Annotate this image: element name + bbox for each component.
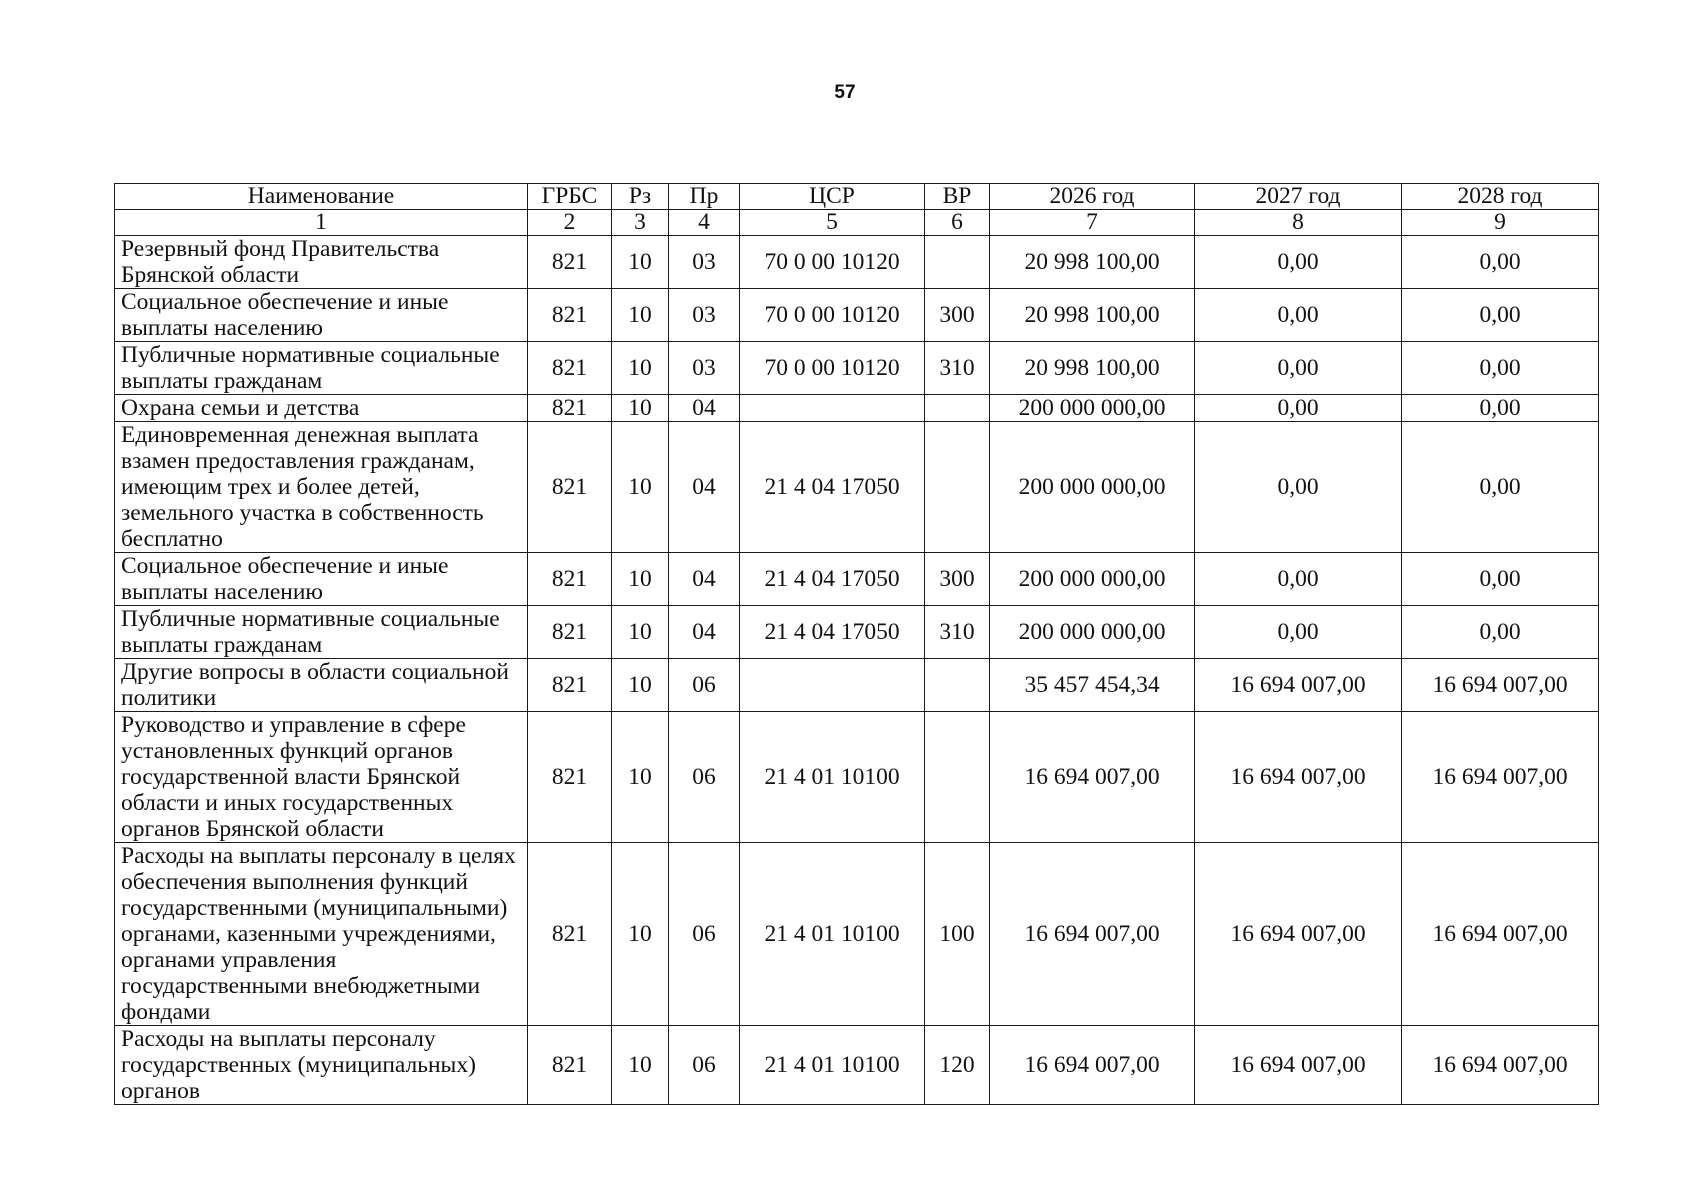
- amount-2027-cell: 0,00: [1195, 553, 1402, 606]
- grbs-cell: 821: [528, 712, 612, 843]
- amount-2028-cell: 0,00: [1402, 606, 1599, 659]
- amount-2026-cell: 200 000 000,00: [990, 395, 1195, 422]
- csr-cell: [740, 395, 925, 422]
- amount-2028-cell: 0,00: [1402, 236, 1599, 289]
- table-row: [115, 289, 1599, 342]
- rz-cell: 10: [612, 395, 669, 422]
- header-cell: Пр: [669, 184, 740, 210]
- amount-2028-cell: 0,00: [1402, 395, 1599, 422]
- amount-2026-cell: 200 000 000,00: [990, 422, 1195, 553]
- vr-cell: 310: [925, 606, 990, 659]
- amount-2027-cell: 0,00: [1195, 236, 1402, 289]
- csr-cell: [740, 659, 925, 712]
- amount-2028-cell: 0,00: [1402, 422, 1599, 553]
- amount-2028-cell: 16 694 007,00: [1402, 659, 1599, 712]
- pr-cell: 03: [669, 342, 740, 395]
- vr-cell: [925, 712, 990, 843]
- rz-cell: 10: [612, 843, 669, 1026]
- amount-2026-cell: 20 998 100,00: [990, 342, 1195, 395]
- vr-cell: [925, 395, 990, 422]
- pr-cell: 06: [669, 659, 740, 712]
- row-name: Социальное обеспечение и иные выплаты населению: [115, 289, 528, 342]
- amount-2028-cell: 0,00: [1402, 553, 1599, 606]
- pr-cell: 06: [669, 712, 740, 843]
- csr-cell: 70 0 00 10120: [740, 289, 925, 342]
- rz-cell: 10: [612, 659, 669, 712]
- table-row: [115, 606, 1599, 659]
- column-number-cell: 5: [740, 210, 925, 236]
- grbs-cell: 821: [528, 1026, 612, 1105]
- rz-cell: 10: [612, 236, 669, 289]
- vr-cell: 120: [925, 1026, 990, 1105]
- header-cell: Рз: [612, 184, 669, 210]
- amount-2027-cell: 16 694 007,00: [1195, 659, 1402, 712]
- table-row: [115, 236, 1599, 289]
- page-number: 57: [834, 82, 856, 103]
- pr-cell: 06: [669, 843, 740, 1026]
- pr-cell: 06: [669, 1026, 740, 1105]
- grbs-cell: 821: [528, 553, 612, 606]
- row-name: Резервный фонд Правительства Брянской области: [115, 236, 528, 289]
- column-number-row: [115, 210, 1599, 236]
- row-name: Другие вопросы в области социальной политики: [115, 659, 528, 712]
- amount-2027-cell: 16 694 007,00: [1195, 1026, 1402, 1105]
- column-number-cell: 1: [115, 210, 528, 236]
- amount-2026-cell: 20 998 100,00: [990, 236, 1195, 289]
- amount-2027-cell: 0,00: [1195, 289, 1402, 342]
- grbs-cell: 821: [528, 843, 612, 1026]
- header-cell: ЦСР: [740, 184, 925, 210]
- grbs-cell: 821: [528, 236, 612, 289]
- row-name: Охрана семьи и детства: [115, 395, 528, 422]
- pr-cell: 04: [669, 422, 740, 553]
- pr-cell: 04: [669, 553, 740, 606]
- column-number-cell: 3: [612, 210, 669, 236]
- grbs-cell: 821: [528, 395, 612, 422]
- csr-cell: 21 4 04 17050: [740, 606, 925, 659]
- csr-cell: 21 4 01 10100: [740, 1026, 925, 1105]
- amount-2028-cell: 16 694 007,00: [1402, 843, 1599, 1026]
- rz-cell: 10: [612, 1026, 669, 1105]
- amount-2027-cell: 0,00: [1195, 395, 1402, 422]
- amount-2026-cell: 200 000 000,00: [990, 606, 1195, 659]
- csr-cell: 21 4 01 10100: [740, 843, 925, 1026]
- vr-cell: 310: [925, 342, 990, 395]
- header-row: [115, 184, 1599, 210]
- rz-cell: 10: [612, 712, 669, 843]
- column-number-cell: 7: [990, 210, 1195, 236]
- csr-cell: 70 0 00 10120: [740, 342, 925, 395]
- table-row: [115, 843, 1599, 1026]
- amount-2027-cell: 16 694 007,00: [1195, 843, 1402, 1026]
- table-row: [115, 712, 1599, 843]
- amount-2027-cell: 0,00: [1195, 606, 1402, 659]
- amount-2028-cell: 16 694 007,00: [1402, 712, 1599, 843]
- vr-cell: [925, 659, 990, 712]
- table-row: [115, 422, 1599, 553]
- row-name: Публичные нормативные социальные выплаты гражданам: [115, 342, 528, 395]
- pr-cell: 03: [669, 236, 740, 289]
- rz-cell: 10: [612, 606, 669, 659]
- vr-cell: [925, 236, 990, 289]
- budget-table: [114, 183, 1599, 1105]
- vr-cell: 100: [925, 843, 990, 1026]
- table-row: [115, 1026, 1599, 1105]
- csr-cell: 70 0 00 10120: [740, 236, 925, 289]
- grbs-cell: 821: [528, 342, 612, 395]
- grbs-cell: 821: [528, 422, 612, 553]
- header-cell: Наименование: [115, 184, 528, 210]
- pr-cell: 04: [669, 395, 740, 422]
- column-number-cell: 9: [1402, 210, 1599, 236]
- column-number-cell: 8: [1195, 210, 1402, 236]
- column-number-cell: 4: [669, 210, 740, 236]
- table-row: [115, 342, 1599, 395]
- rz-cell: 10: [612, 553, 669, 606]
- pr-cell: 04: [669, 606, 740, 659]
- amount-2027-cell: 16 694 007,00: [1195, 712, 1402, 843]
- header-cell: 2027 год: [1195, 184, 1402, 210]
- csr-cell: 21 4 04 17050: [740, 553, 925, 606]
- amount-2026-cell: 35 457 454,34: [990, 659, 1195, 712]
- amount-2026-cell: 16 694 007,00: [990, 1026, 1195, 1105]
- amount-2026-cell: 20 998 100,00: [990, 289, 1195, 342]
- table-row: [115, 553, 1599, 606]
- amount-2028-cell: 0,00: [1402, 289, 1599, 342]
- grbs-cell: 821: [528, 289, 612, 342]
- vr-cell: 300: [925, 289, 990, 342]
- csr-cell: 21 4 01 10100: [740, 712, 925, 843]
- amount-2026-cell: 16 694 007,00: [990, 843, 1195, 1026]
- vr-cell: [925, 422, 990, 553]
- column-number-cell: 2: [528, 210, 612, 236]
- header-cell: ГРБС: [528, 184, 612, 210]
- header-cell: ВР: [925, 184, 990, 210]
- rz-cell: 10: [612, 422, 669, 553]
- amount-2028-cell: 16 694 007,00: [1402, 1026, 1599, 1105]
- rz-cell: 10: [612, 289, 669, 342]
- vr-cell: 300: [925, 553, 990, 606]
- row-name: Социальное обеспечение и иные выплаты населению: [115, 553, 528, 606]
- header-cell: 2026 год: [990, 184, 1195, 210]
- column-number-cell: 6: [925, 210, 990, 236]
- grbs-cell: 821: [528, 606, 612, 659]
- pr-cell: 03: [669, 289, 740, 342]
- amount-2027-cell: 0,00: [1195, 422, 1402, 553]
- table-row: [115, 659, 1599, 712]
- row-name: Руководство и управление в сфере установленных функций органов государственной власти Брянской области и иных государственных органов Брянской области: [115, 712, 528, 843]
- row-name: Публичные нормативные социальные выплаты гражданам: [115, 606, 528, 659]
- amount-2028-cell: 0,00: [1402, 342, 1599, 395]
- amount-2026-cell: 200 000 000,00: [990, 553, 1195, 606]
- row-name: Единовременная денежная выплата взамен предоставления гражданам, имеющим трех и более детей, земельного участка в собственность бесплатно: [115, 422, 528, 553]
- amount-2027-cell: 0,00: [1195, 342, 1402, 395]
- header-cell: 2028 год: [1402, 184, 1599, 210]
- amount-2026-cell: 16 694 007,00: [990, 712, 1195, 843]
- row-name: Расходы на выплаты персоналу в целях обеспечения выполнения функций государственными (муниципальными) органами, казенными учреждениями, органами управления государственными внебюджетными фондами: [115, 843, 528, 1026]
- csr-cell: 21 4 04 17050: [740, 422, 925, 553]
- grbs-cell: 821: [528, 659, 612, 712]
- row-name: Расходы на выплаты персоналу государственных (муниципальных) органов: [115, 1026, 528, 1105]
- rz-cell: 10: [612, 342, 669, 395]
- table-row: [115, 395, 1599, 422]
